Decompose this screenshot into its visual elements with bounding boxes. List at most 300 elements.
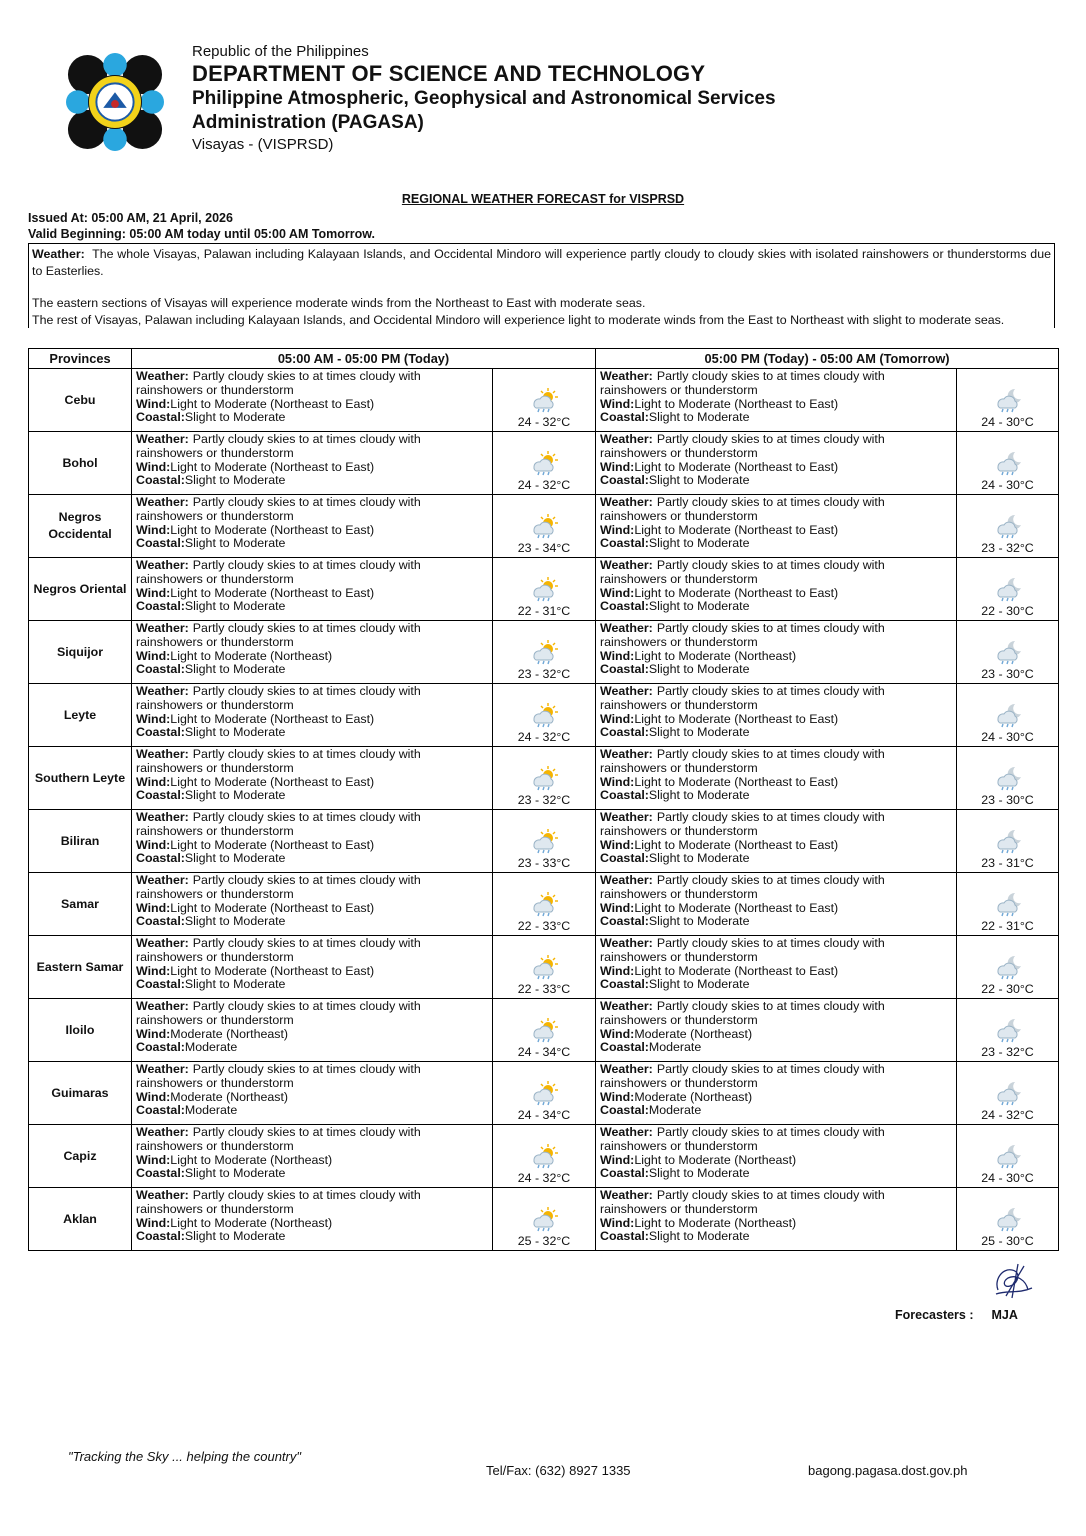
table-row — [29, 1062, 1059, 1125]
col-provinces: Provinces — [29, 349, 132, 369]
province-name: Cebu — [29, 369, 132, 432]
weather-line — [136, 1000, 488, 1028]
coastal-value: Slight to Moderate — [184, 1229, 286, 1244]
wind-label: Wind: — [600, 1026, 635, 1041]
day-icon-cell — [493, 1188, 596, 1251]
table-row — [29, 810, 1059, 873]
day-forecast-text — [132, 558, 493, 621]
night-icon-cell — [957, 1125, 1059, 1188]
sun-cloud-rain-icon — [493, 954, 595, 980]
coastal-value: Slight to Moderate — [184, 410, 286, 425]
night-forecast-text — [596, 621, 957, 684]
coastal-value: Slight to Moderate — [648, 1166, 750, 1181]
coastal-value: Slight to Moderate — [184, 662, 286, 677]
coastal-value: Slight to Moderate — [648, 914, 750, 929]
province-name: Negros Oriental — [29, 558, 132, 621]
wind-line — [136, 902, 488, 916]
coastal-value: Slight to Moderate — [184, 725, 286, 740]
wind-label: Wind: — [600, 1215, 635, 1230]
coastal-label: Coastal: — [136, 536, 185, 551]
weather-label: Weather: — [136, 936, 189, 950]
wind-value: Light to Moderate (Northeast to East) — [170, 837, 375, 852]
weather-line — [136, 1189, 488, 1217]
coastal-line — [136, 411, 488, 425]
weather-value: Partly cloudy skies to at times cloudy with rainshowers or thunderstorm — [136, 558, 421, 586]
moon-cloud-rain-icon — [957, 387, 1058, 413]
day-forecast-text — [132, 810, 493, 873]
coastal-label: Coastal: — [600, 410, 649, 425]
night-forecast-text — [596, 1188, 957, 1251]
day-forecast-text — [132, 1062, 493, 1125]
coastal-line — [136, 474, 488, 488]
weather-label: Weather: — [600, 621, 653, 635]
temperature-range: 24 - 34°C — [517, 1045, 571, 1059]
wind-line — [136, 524, 488, 538]
wind-value: Light to Moderate (Northeast) — [634, 648, 797, 663]
weather-value: Partly cloudy skies to at times cloudy with rainshowers or thunderstorm — [136, 1125, 421, 1153]
coastal-label: Coastal: — [136, 1166, 185, 1181]
wind-line — [136, 650, 488, 664]
wind-line — [136, 1154, 488, 1168]
sun-cloud-rain-icon — [493, 513, 595, 539]
day-forecast-text — [132, 684, 493, 747]
coastal-line — [600, 663, 952, 677]
coastal-line — [600, 726, 952, 740]
weather-line — [136, 937, 488, 965]
wind-label: Wind: — [136, 396, 171, 411]
temperature-range: 22 - 30°C — [981, 982, 1034, 996]
wind-value: Moderate (Northeast) — [170, 1089, 289, 1104]
wind-line — [136, 839, 488, 853]
moon-cloud-rain-icon — [957, 513, 1058, 539]
weather-value: Partly cloudy skies to at times cloudy with rainshowers or thunderstorm — [600, 558, 885, 586]
weather-label: Weather: — [136, 684, 189, 698]
weather-line — [136, 433, 488, 461]
summary-para-3: The rest of Visayas, Palawan including Kalayaan Islands, and Occidental Mindoro will experience light to moderate winds from the East to Northeast with slight to moderate seas. — [32, 312, 1005, 327]
weather-line — [600, 559, 952, 587]
summary-label: Weather: — [32, 247, 85, 261]
temperature-range: 23 - 34°C — [517, 541, 571, 555]
wind-line — [136, 713, 488, 727]
wind-line — [600, 1028, 952, 1042]
wind-label: Wind: — [600, 522, 635, 537]
coastal-line — [136, 726, 488, 740]
coastal-label: Coastal: — [600, 851, 649, 866]
coastal-line — [600, 1104, 952, 1118]
weather-label: Weather: — [600, 810, 653, 824]
temperature-range: 23 - 30°C — [981, 667, 1034, 681]
weather-line — [600, 496, 952, 524]
temperature-range: 24 - 32°C — [517, 730, 571, 744]
temperature-range: 23 - 33°C — [517, 856, 571, 870]
province-name: Biliran — [29, 810, 132, 873]
summary-para-2: The eastern sections of Visayas will experience moderate winds from the Northeast to East with moderate seas. — [32, 296, 646, 310]
temperature-range: 23 - 32°C — [517, 793, 571, 807]
coastal-value: Slight to Moderate — [648, 536, 750, 551]
night-forecast-text — [596, 684, 957, 747]
night-forecast-text — [596, 810, 957, 873]
temperature-range: 22 - 30°C — [981, 604, 1034, 618]
coastal-line — [136, 1041, 488, 1055]
temperature-range: 22 - 33°C — [517, 919, 571, 933]
signature-icon — [988, 1260, 1036, 1302]
temperature-range: 24 - 32°C — [517, 1171, 571, 1185]
coastal-line — [600, 600, 952, 614]
weather-line — [600, 1126, 952, 1154]
moon-cloud-rain-icon — [957, 828, 1058, 854]
moon-cloud-rain-icon — [957, 450, 1058, 476]
wind-value: Light to Moderate (Northeast to East) — [170, 459, 375, 474]
weather-value: Partly cloudy skies to at times cloudy with rainshowers or thunderstorm — [136, 747, 421, 775]
wind-line — [136, 1091, 488, 1105]
department-name: DEPARTMENT OF SCIENCE AND TECHNOLOGY — [192, 61, 706, 86]
weather-line — [136, 1126, 488, 1154]
temperature-range: 24 - 34°C — [517, 1108, 571, 1122]
weather-line — [600, 748, 952, 776]
tagline: "Tracking the Sky ... helping the country" — [68, 1449, 301, 1464]
night-icon-cell — [957, 1062, 1059, 1125]
temperature-range: 24 - 30°C — [981, 1171, 1034, 1185]
coastal-line — [600, 1041, 952, 1055]
coastal-label: Coastal: — [136, 788, 185, 803]
wind-label: Wind: — [600, 774, 635, 789]
wind-line — [600, 461, 952, 475]
weather-line — [600, 433, 952, 461]
forecaster-initials: MJA — [991, 1308, 1018, 1322]
coastal-label: Coastal: — [136, 662, 185, 677]
coastal-value: Slight to Moderate — [648, 662, 750, 677]
coastal-value: Slight to Moderate — [648, 851, 750, 866]
issued-at: Issued At: 05:00 AM, 21 April, 2026 — [28, 211, 233, 225]
coastal-line — [136, 1104, 488, 1118]
wind-line — [136, 965, 488, 979]
weather-line — [136, 874, 488, 902]
weather-value: Partly cloudy skies to at times cloudy with rainshowers or thunderstorm — [136, 1188, 421, 1216]
province-name: Iloilo — [29, 999, 132, 1062]
wind-line — [600, 1154, 952, 1168]
coastal-label: Coastal: — [600, 914, 649, 929]
day-icon-cell — [493, 621, 596, 684]
agency-name-line1: Philippine Atmospheric, Geophysical and Astronomical Services — [192, 88, 776, 109]
wind-label: Wind: — [600, 837, 635, 852]
wind-label: Wind: — [600, 585, 635, 600]
day-icon-cell — [493, 747, 596, 810]
day-forecast-text — [132, 495, 493, 558]
temperature-range: 23 - 30°C — [981, 793, 1034, 807]
moon-cloud-rain-icon — [957, 954, 1058, 980]
weather-label: Weather: — [600, 936, 653, 950]
coastal-value: Slight to Moderate — [648, 473, 750, 488]
moon-cloud-rain-icon — [957, 1206, 1058, 1232]
wind-line — [600, 398, 952, 412]
weather-label: Weather: — [136, 621, 189, 635]
sun-cloud-rain-icon — [493, 828, 595, 854]
forecasters-label: Forecasters : — [895, 1308, 974, 1322]
moon-cloud-rain-icon — [957, 1080, 1058, 1106]
wind-value: Light to Moderate (Northeast to East) — [170, 585, 375, 600]
weather-line — [136, 622, 488, 650]
wind-value: Light to Moderate (Northeast to East) — [170, 774, 375, 789]
weather-line — [600, 1063, 952, 1091]
weather-line — [136, 811, 488, 839]
issuance-info — [28, 210, 375, 242]
coastal-line — [600, 1167, 952, 1181]
wind-label: Wind: — [136, 1152, 171, 1167]
weather-line — [136, 748, 488, 776]
day-forecast-text — [132, 873, 493, 936]
coastal-value: Moderate — [648, 1103, 702, 1118]
coastal-line — [136, 537, 488, 551]
day-icon-cell — [493, 873, 596, 936]
temperature-range: 23 - 32°C — [981, 1045, 1034, 1059]
table-row — [29, 1125, 1059, 1188]
table-row — [29, 1188, 1059, 1251]
wind-label: Wind: — [136, 585, 171, 600]
weather-line — [600, 874, 952, 902]
wind-value: Light to Moderate (Northeast to East) — [170, 711, 375, 726]
night-icon-cell — [957, 936, 1059, 999]
coastal-label: Coastal: — [136, 1040, 185, 1055]
valid-period: Valid Beginning: 05:00 AM today until 05:00 AM Tomorrow. — [28, 227, 376, 241]
coastal-line — [600, 411, 952, 425]
wind-value: Light to Moderate (Northeast to East) — [634, 963, 839, 978]
province-name: Negros Occidental — [29, 495, 132, 558]
moon-cloud-rain-icon — [957, 576, 1058, 602]
wind-value: Light to Moderate (Northeast to East) — [634, 711, 839, 726]
coastal-line — [136, 852, 488, 866]
night-forecast-text — [596, 495, 957, 558]
weather-value: Partly cloudy skies to at times cloudy with rainshowers or thunderstorm — [136, 936, 421, 964]
wind-label: Wind: — [600, 1152, 635, 1167]
temperature-range: 22 - 31°C — [517, 604, 571, 618]
table-header-row — [29, 349, 1059, 369]
wind-label: Wind: — [136, 900, 171, 915]
weather-line — [600, 370, 952, 398]
wind-value: Light to Moderate (Northeast to East) — [170, 963, 375, 978]
wind-label: Wind: — [136, 648, 171, 663]
wind-line — [136, 776, 488, 790]
wind-value: Moderate (Northeast) — [170, 1026, 289, 1041]
weather-value: Partly cloudy skies to at times cloudy with rainshowers or thunderstorm — [136, 684, 421, 712]
coastal-value: Slight to Moderate — [184, 473, 286, 488]
province-name: Capiz — [29, 1125, 132, 1188]
temperature-range: 24 - 32°C — [517, 478, 571, 492]
weather-label: Weather: — [136, 558, 189, 572]
weather-label: Weather: — [136, 1062, 189, 1076]
weather-label: Weather: — [600, 1125, 653, 1139]
coastal-line — [600, 1230, 952, 1244]
temperature-range: 24 - 30°C — [981, 730, 1034, 744]
sun-cloud-rain-icon — [493, 1080, 595, 1106]
weather-line — [600, 685, 952, 713]
weather-label: Weather: — [600, 1188, 653, 1202]
night-forecast-text — [596, 999, 957, 1062]
coastal-line — [600, 474, 952, 488]
temperature-range: 24 - 32°C — [981, 1108, 1034, 1122]
coastal-label: Coastal: — [136, 473, 185, 488]
coastal-label: Coastal: — [136, 851, 185, 866]
wind-value: Light to Moderate (Northeast) — [170, 1152, 333, 1167]
night-icon-cell — [957, 495, 1059, 558]
day-icon-cell — [493, 495, 596, 558]
province-name: Siquijor — [29, 621, 132, 684]
pagasa-logo-icon — [66, 53, 164, 151]
wind-value: Moderate (Northeast) — [634, 1026, 753, 1041]
coastal-label: Coastal: — [136, 725, 185, 740]
telfax: Tel/Fax: (632) 8927 1335 — [486, 1463, 631, 1478]
temperature-range: 25 - 30°C — [981, 1234, 1034, 1248]
region-name: Visayas - (VISPRSD) — [192, 136, 334, 153]
province-name: Bohol — [29, 432, 132, 495]
weather-value: Partly cloudy skies to at times cloudy with rainshowers or thunderstorm — [136, 432, 421, 460]
province-name: Eastern Samar — [29, 936, 132, 999]
temperature-range: 23 - 31°C — [981, 856, 1034, 870]
weather-value: Partly cloudy skies to at times cloudy with rainshowers or thunderstorm — [136, 810, 421, 838]
day-icon-cell — [493, 1125, 596, 1188]
weather-label: Weather: — [600, 684, 653, 698]
coastal-value: Moderate — [648, 1040, 702, 1055]
sun-cloud-rain-icon — [493, 891, 595, 917]
province-name: Leyte — [29, 684, 132, 747]
weather-label: Weather: — [136, 369, 189, 383]
wind-line — [600, 1217, 952, 1231]
coastal-label: Coastal: — [600, 536, 649, 551]
sun-cloud-rain-icon — [493, 1143, 595, 1169]
wind-value: Light to Moderate (Northeast) — [170, 1215, 333, 1230]
weather-line — [600, 1000, 952, 1028]
wind-line — [600, 776, 952, 790]
wind-label: Wind: — [136, 963, 171, 978]
coastal-line — [136, 1167, 488, 1181]
coastal-value: Slight to Moderate — [184, 1166, 286, 1181]
weather-label: Weather: — [600, 1062, 653, 1076]
weather-label: Weather: — [136, 747, 189, 761]
wind-value: Light to Moderate (Northeast to East) — [634, 774, 839, 789]
forecasters — [895, 1308, 1018, 1322]
wind-label: Wind: — [136, 774, 171, 789]
weather-line — [600, 622, 952, 650]
weather-value: Partly cloudy skies to at times cloudy with rainshowers or thunderstorm — [600, 873, 885, 901]
weather-line — [136, 1063, 488, 1091]
coastal-label: Coastal: — [600, 1040, 649, 1055]
coastal-value: Moderate — [184, 1040, 238, 1055]
day-forecast-text — [132, 432, 493, 495]
weather-value: Partly cloudy skies to at times cloudy with rainshowers or thunderstorm — [600, 747, 885, 775]
coastal-value: Slight to Moderate — [648, 977, 750, 992]
wind-label: Wind: — [600, 1089, 635, 1104]
weather-label: Weather: — [600, 495, 653, 509]
coastal-line — [136, 663, 488, 677]
wind-value: Light to Moderate (Northeast to East) — [634, 900, 839, 915]
weather-line — [136, 370, 488, 398]
wind-value: Light to Moderate (Northeast) — [634, 1152, 797, 1167]
table-row — [29, 369, 1059, 432]
coastal-value: Slight to Moderate — [184, 599, 286, 614]
province-name: Southern Leyte — [29, 747, 132, 810]
wind-value: Light to Moderate (Northeast to East) — [634, 522, 839, 537]
night-icon-cell — [957, 999, 1059, 1062]
temperature-range: 24 - 30°C — [981, 415, 1034, 429]
coastal-line — [600, 978, 952, 992]
weather-value: Partly cloudy skies to at times cloudy with rainshowers or thunderstorm — [136, 369, 421, 397]
moon-cloud-rain-icon — [957, 765, 1058, 791]
wind-label: Wind: — [600, 900, 635, 915]
wind-value: Light to Moderate (Northeast to East) — [634, 459, 839, 474]
coastal-line — [600, 789, 952, 803]
day-icon-cell — [493, 810, 596, 873]
wind-line — [600, 839, 952, 853]
wind-line — [136, 1217, 488, 1231]
moon-cloud-rain-icon — [957, 1143, 1058, 1169]
coastal-value: Slight to Moderate — [184, 536, 286, 551]
sun-cloud-rain-icon — [493, 639, 595, 665]
night-icon-cell — [957, 369, 1059, 432]
weather-line — [136, 685, 488, 713]
coastal-value: Slight to Moderate — [648, 725, 750, 740]
forecast-table — [28, 348, 1059, 1251]
table-row — [29, 999, 1059, 1062]
weather-label: Weather: — [136, 1125, 189, 1139]
coastal-value: Slight to Moderate — [648, 788, 750, 803]
table-row — [29, 747, 1059, 810]
weather-value: Partly cloudy skies to at times cloudy with rainshowers or thunderstorm — [600, 684, 885, 712]
coastal-line — [136, 915, 488, 929]
weather-value: Partly cloudy skies to at times cloudy with rainshowers or thunderstorm — [600, 1125, 885, 1153]
weather-line — [600, 1189, 952, 1217]
wind-line — [600, 1091, 952, 1105]
weather-label: Weather: — [136, 873, 189, 887]
coastal-label: Coastal: — [600, 599, 649, 614]
wind-value: Light to Moderate (Northeast to East) — [170, 396, 375, 411]
col-tonight: 05:00 PM (Today) - 05:00 AM (Tomorrow) — [596, 349, 1059, 369]
wind-label: Wind: — [136, 1089, 171, 1104]
temperature-range: 23 - 32°C — [981, 541, 1034, 555]
wind-label: Wind: — [600, 963, 635, 978]
coastal-label: Coastal: — [600, 473, 649, 488]
day-icon-cell — [493, 999, 596, 1062]
weather-summary — [28, 243, 1055, 328]
weather-label: Weather: — [600, 873, 653, 887]
table-row — [29, 558, 1059, 621]
day-forecast-text — [132, 999, 493, 1062]
wind-label: Wind: — [136, 459, 171, 474]
weather-label: Weather: — [600, 432, 653, 446]
coastal-value: Slight to Moderate — [648, 410, 750, 425]
night-icon-cell — [957, 432, 1059, 495]
day-forecast-text — [132, 1188, 493, 1251]
day-forecast-text — [132, 621, 493, 684]
wind-value: Light to Moderate (Northeast to East) — [634, 396, 839, 411]
wind-line — [600, 713, 952, 727]
weather-label: Weather: — [136, 999, 189, 1013]
coastal-value: Slight to Moderate — [648, 1229, 750, 1244]
night-forecast-text — [596, 1125, 957, 1188]
agency-name-line2: Administration (PAGASA) — [192, 112, 424, 133]
table-row — [29, 495, 1059, 558]
temperature-range: 24 - 32°C — [517, 415, 571, 429]
night-icon-cell — [957, 684, 1059, 747]
province-name: Guimaras — [29, 1062, 132, 1125]
sun-cloud-rain-icon — [493, 450, 595, 476]
night-forecast-text — [596, 432, 957, 495]
republic-line: Republic of the Philippines — [192, 43, 369, 60]
coastal-label: Coastal: — [600, 1229, 649, 1244]
weather-value: Partly cloudy skies to at times cloudy with rainshowers or thunderstorm — [600, 1188, 885, 1216]
coastal-label: Coastal: — [600, 1166, 649, 1181]
coastal-label: Coastal: — [136, 914, 185, 929]
temperature-range: 22 - 33°C — [517, 982, 571, 996]
sun-cloud-rain-icon — [493, 387, 595, 413]
